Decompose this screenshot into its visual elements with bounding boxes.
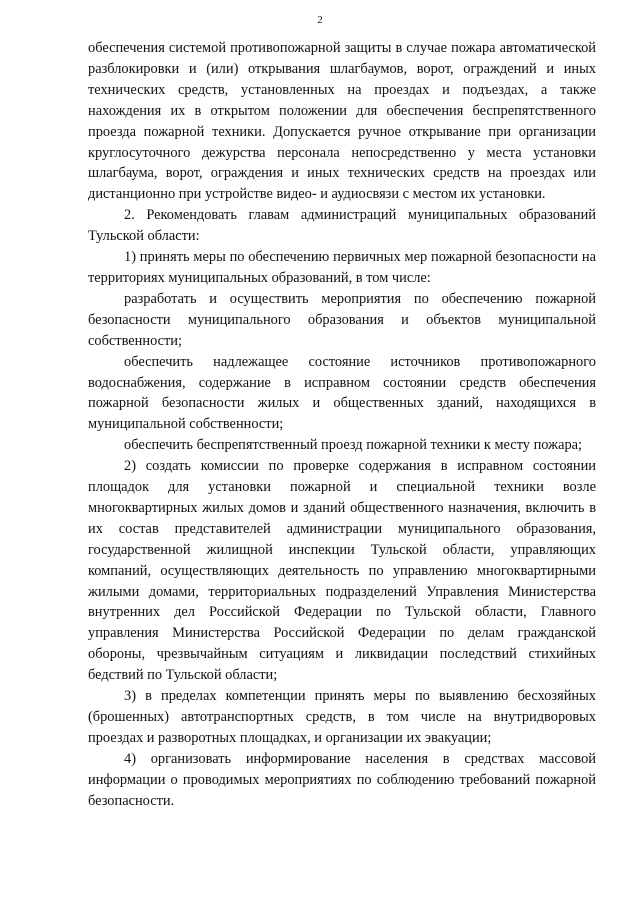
paragraph-develop-measures: разработать и осуществить мероприятия по обеспечению пожарной безопасности муниципального образования и объектов муниципальной собственности; xyxy=(88,290,596,349)
paragraph-continuation: обеспечения системой противопожарной защиты в случае пожара автоматической разблокировки и (или) открывания шлагбаумов, ворот, ограждений и иных технических средств, установленных на проездах и подъездах, а также нахождения их в открытом положении для обеспечения беспрепятственного проезда пожарной техники. Допускается ручное открывание при организации круглосуточного дежурства персонала непосредственно у места установки шлагбаума, ворот, ограждения и иных технических средств на проездах или дистанционно при устройстве видео- и аудиосвязи с местом их установки. xyxy=(88,40,596,203)
paragraph-subitem-4: 4) организовать информирование населения в средствах массовой информации о проводимых мероприятиях по соблюдению требований пожарной безопасности. xyxy=(88,750,596,809)
document-body xyxy=(88,38,596,812)
page-number: 2 xyxy=(317,14,323,26)
paragraph-item-2: 2. Рекомендовать главам администраций муниципальных образований Тульской области: xyxy=(88,207,596,245)
paragraph-unobstructed-passage: обеспечить беспрепятственный проезд пожарной техники к месту пожара; xyxy=(124,437,583,454)
paragraph-water-supply: обеспечить надлежащее состояние источников противопожарного водоснабжения, содержание в исправном состоянии средств обеспечения пожарной безопасности жилых и общественных зданий, находящихся в муниципальной собственности; xyxy=(88,353,596,433)
paragraph-subitem-3: 3) в пределах компетенции принять меры по выявлению бесхозяйных (брошенных) автотранспортных средств, в том числе на внутридворовых проездах и разворотных площадках, и организации их эвакуации; xyxy=(88,688,596,746)
paragraph-subitem-2: 2) создать комиссии по проверке содержания в исправном состоянии площадок для установки пожарной и специальной техники возле многоквартирных жилых домов и зданий общественного назначения, включить в их состав представителей администрации муниципального образования, государственной жилищной инспекции Тульской области, управляющих компаний, осуществляющих деятельность по управлению многоквартирными жилыми домами, территориальных подразделений Управления Министерства внутренних дел Российской Федерации по Тульской области, Главного управления Министерства Российской Федерации по делам гражданской обороны, чрезвычайным ситуациям и ликвидации последствий стихийных бедствий по Тульской области; xyxy=(88,458,596,684)
paragraph-subitem-1: 1) принять меры по обеспечению первичных мер пожарной безопасности на территориях муниципальных образований, в том числе: xyxy=(88,249,596,286)
